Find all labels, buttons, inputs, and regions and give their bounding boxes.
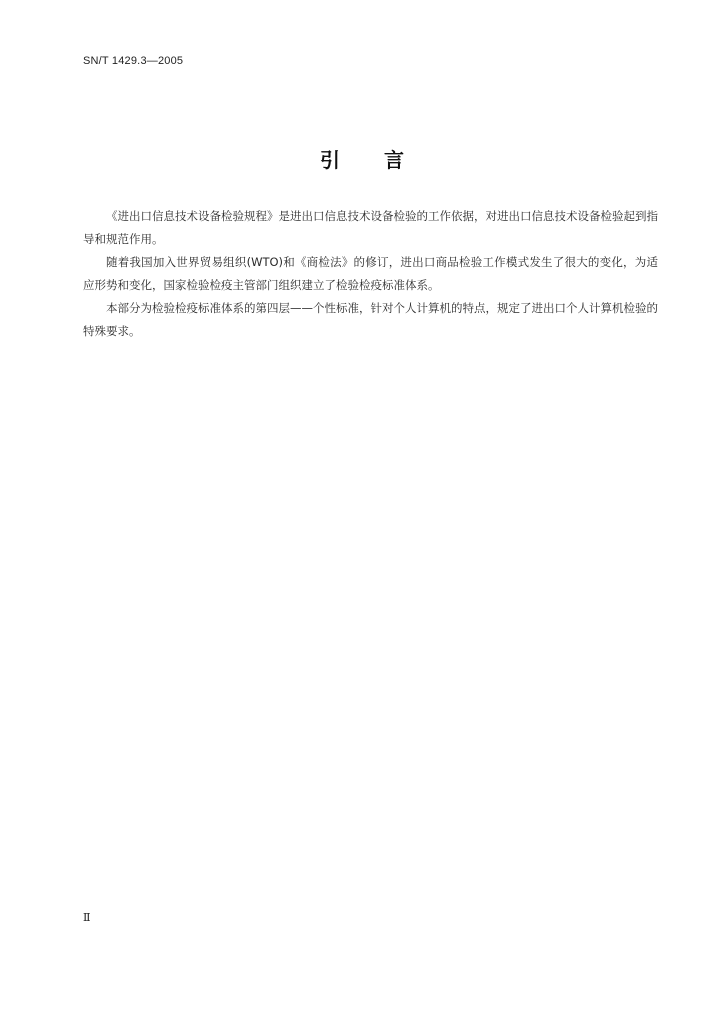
paragraph-2: 随着我国加入世界贸易组织(WTO)和《商检法》的修订，进出口商品检验工作模式发生了很大的变化，为适应形势和变化，国家检验检疫主管部门组织建立了检验检疫标准体系。 [83,255,658,292]
title-char-2: 言 [384,148,404,172]
title-char-1: 引 [320,148,340,172]
paragraph-1: 《进出口信息技术设备检验规程》是进出口信息技术设备检验的工作依据，对进出口信息技术设备检验起到指导和规范作用。 [83,209,658,246]
standard-number: SN/T 1429.3—2005 [83,55,184,67]
section-title [0,144,724,173]
paragraph-3: 本部分为检验检疫标准体系的第四层——个性标准，针对个人计算机的特点，规定了进出口个人计算机检验的特殊要求。 [83,301,658,338]
page-number: Ⅱ [83,912,91,924]
introduction-body [83,205,658,343]
